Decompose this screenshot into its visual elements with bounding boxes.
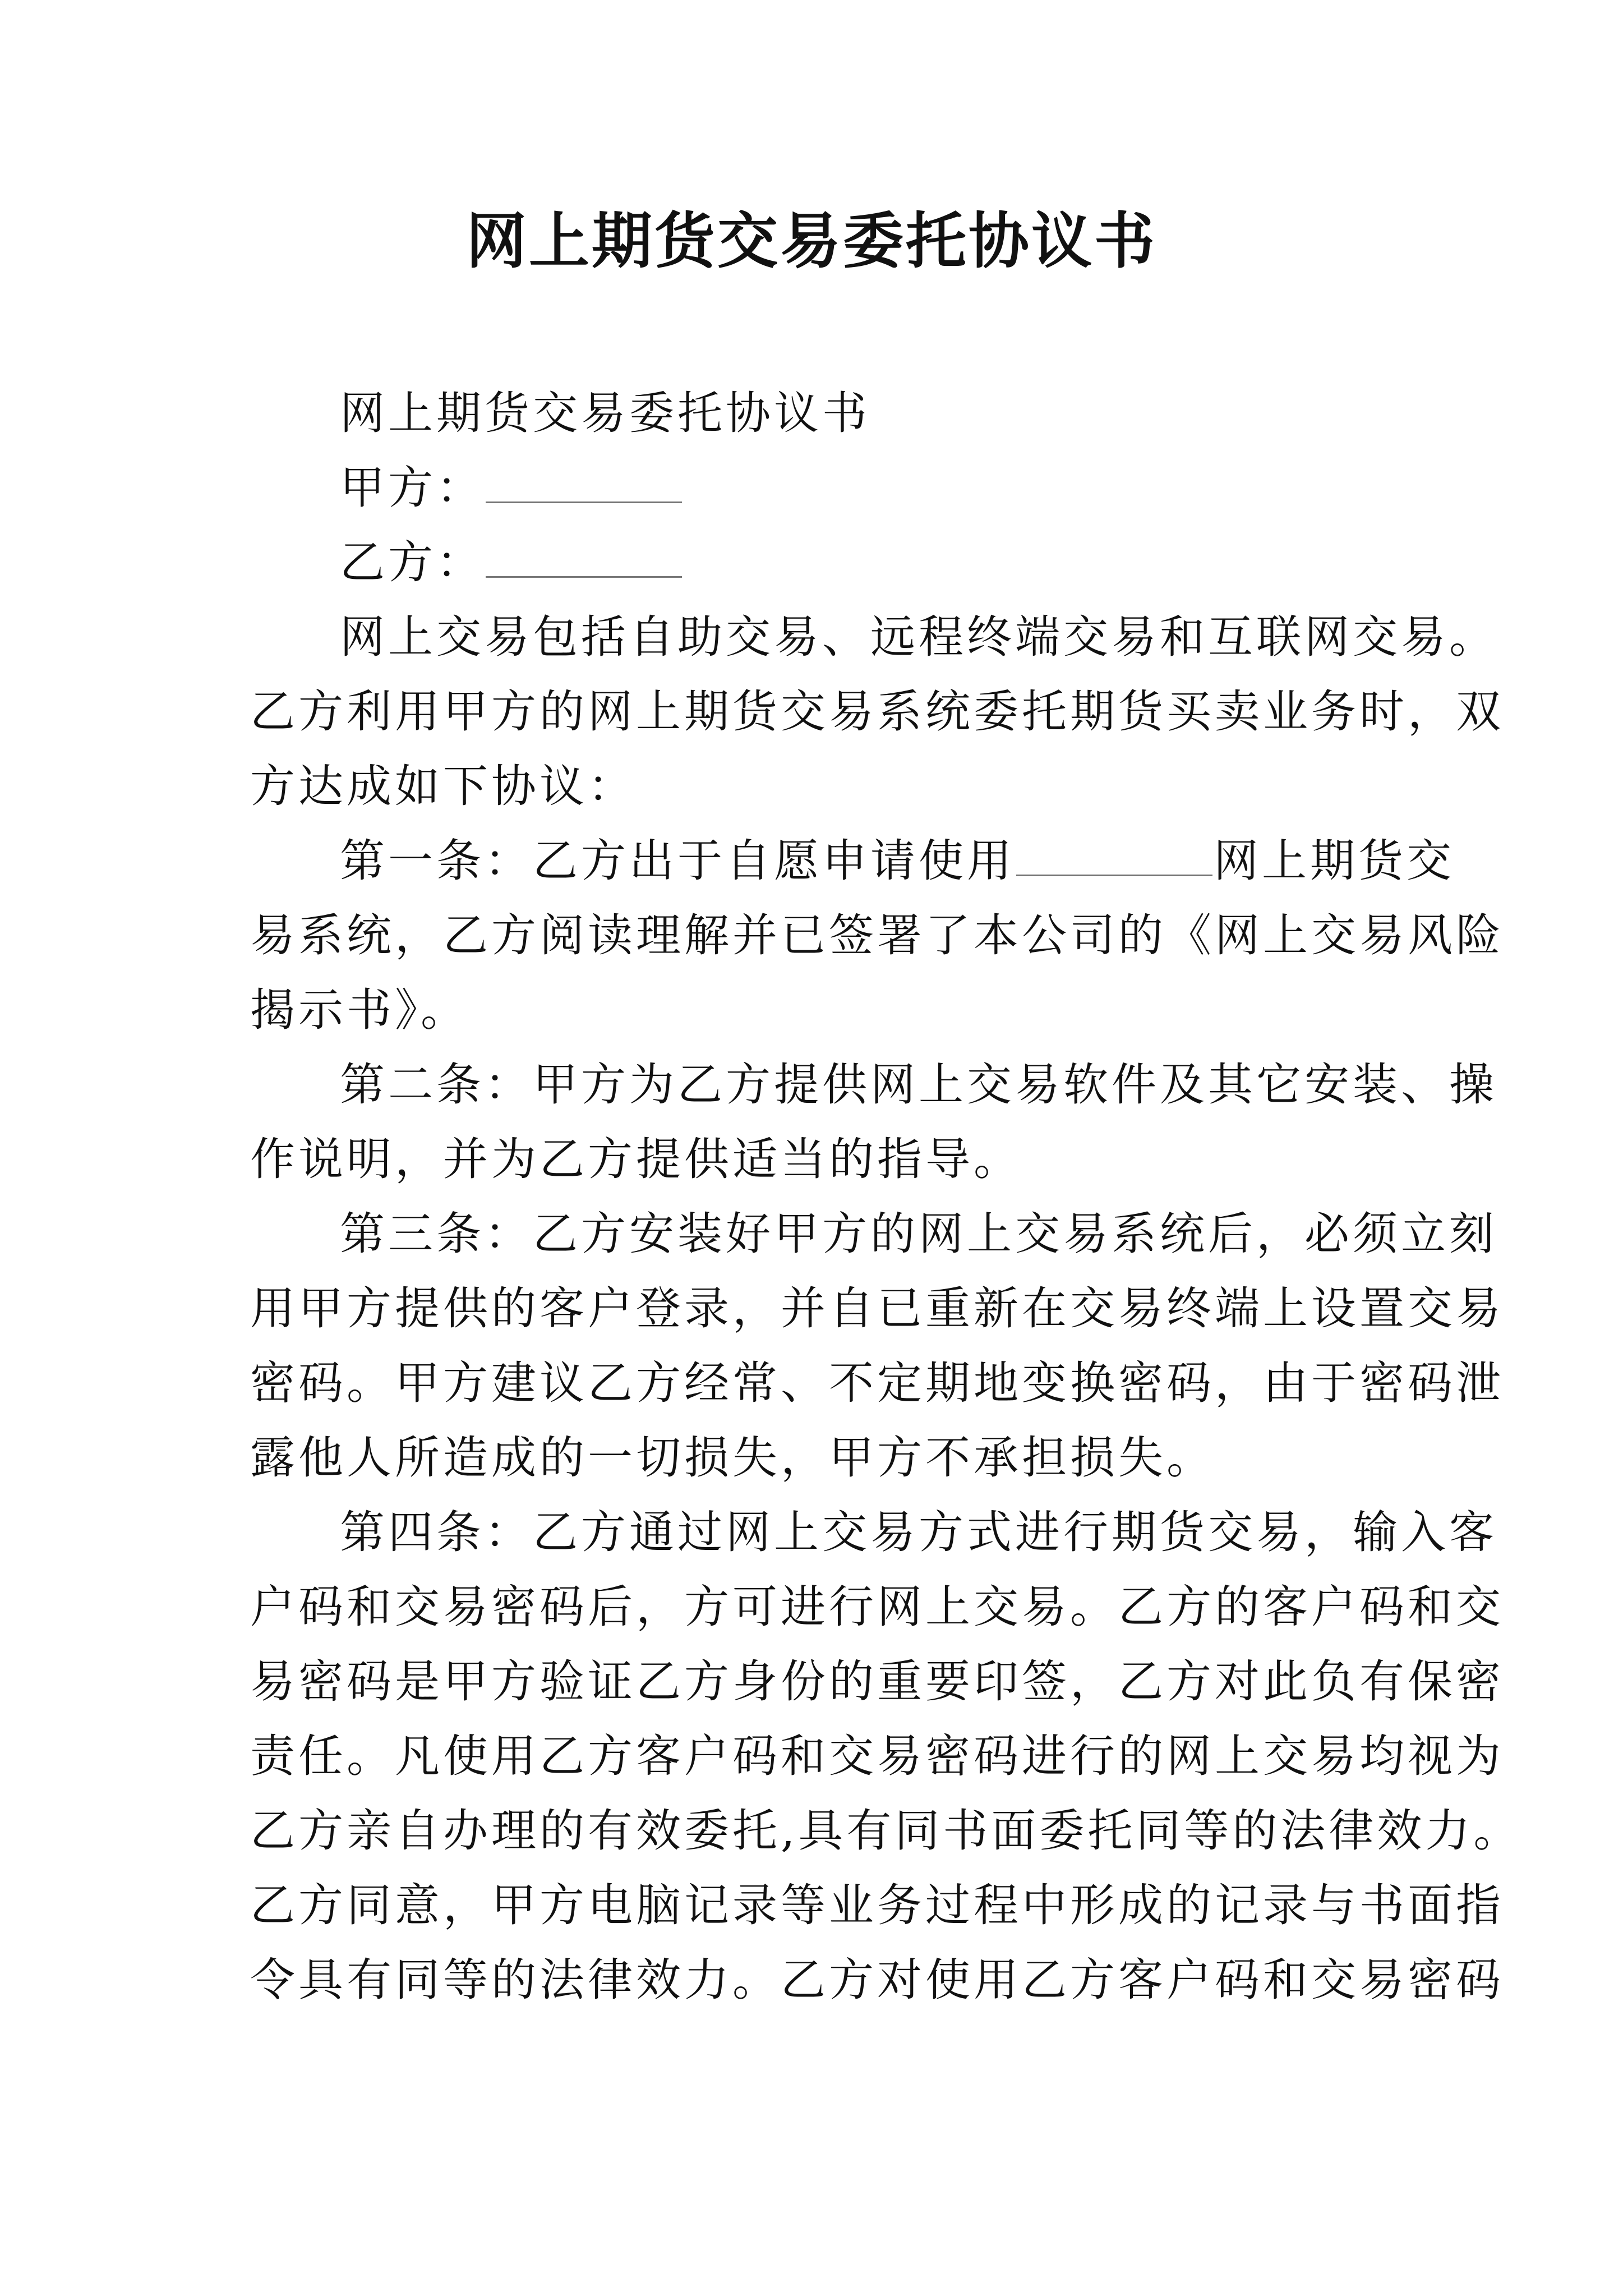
- line-3: [250, 525, 1389, 600]
- line-20: [250, 1793, 1522, 1868]
- line-14: [250, 1346, 1504, 1420]
- paragraph-text: 责任。凡使用乙方客户码和交易密码进行的网上交易均视为: [250, 1730, 1504, 1782]
- line-7: [250, 823, 1455, 898]
- paragraph-text: 乙方亲自办理的有效委托,具有同书面委托同等的法律效力。: [250, 1805, 1522, 1857]
- line-1: [250, 376, 1389, 450]
- line-6: [250, 749, 1389, 823]
- line-4: [250, 600, 1497, 674]
- line-9: [250, 973, 1389, 1047]
- paragraph-text: 乙方同意，甲方电脑记录等业务过程中形成的记录与书面指: [250, 1879, 1504, 1931]
- party-b-label: 乙方：: [340, 536, 485, 588]
- line-18: [250, 1644, 1504, 1719]
- document-body: [250, 376, 1522, 2017]
- line-2: [250, 450, 1389, 525]
- party-a-label: 甲方：: [340, 462, 485, 514]
- line-19: [250, 1719, 1504, 1793]
- article-1-text-after: 网上期货交: [1214, 835, 1455, 887]
- line-5: [250, 674, 1504, 749]
- paragraph-text: 易密码是甲方验证乙方身份的重要印签，乙方对此负有保密: [250, 1655, 1504, 1708]
- party-a-blank: [486, 462, 682, 503]
- line-16: [250, 1495, 1497, 1570]
- line-8: [250, 898, 1504, 973]
- article-3-text: 第三条：乙方安装好甲方的网上交易系统后，必须立刻: [340, 1208, 1497, 1260]
- system-name-blank: [1016, 835, 1212, 876]
- article-4-text: 第四条：乙方通过网上交易方式进行期货交易，输入客: [340, 1506, 1497, 1558]
- line-17: [250, 1570, 1504, 1644]
- line-10: [250, 1047, 1497, 1122]
- line-13: [250, 1271, 1504, 1346]
- paragraph-text: 易系统，乙方阅读理解并已签署了本公司的《网上交易风险: [250, 909, 1504, 961]
- paragraph-text: 密码。甲方建议乙方经常、不定期地变换密码，由于密码泄: [250, 1357, 1504, 1409]
- article-1-text: 第一条：乙方出于自愿申请使用: [340, 835, 1015, 887]
- paragraph-text: 作说明，并为乙方提供适当的指导。: [250, 1133, 1022, 1185]
- paragraph-text: 网上交易包括自助交易、远程终端交易和互联网交易。: [340, 611, 1497, 663]
- paragraph-text: 令具有同等的法律效力。乙方对使用乙方客户码和交易密码: [250, 1954, 1504, 2006]
- document-title: 网上期货交易委托协议书: [465, 206, 1157, 277]
- paragraph-text: 户码和交易密码后，方可进行网上交易。乙方的客户码和交: [250, 1581, 1504, 1633]
- paragraph-text: 揭示书》。: [250, 984, 469, 1036]
- paragraph-text: 露他人所造成的一切损失，甲方不承担损失。: [250, 1432, 1215, 1484]
- line-12: [250, 1197, 1497, 1271]
- line-15: [250, 1420, 1389, 1495]
- paragraph-text: 用甲方提供的客户登录，并自已重新在交易终端上设置交易: [250, 1282, 1504, 1335]
- line-11: [250, 1122, 1389, 1197]
- article-2-text: 第二条：甲方为乙方提供网上交易软件及其它安装、操: [340, 1059, 1497, 1111]
- line-21: [250, 1868, 1504, 1943]
- line-22: [250, 1943, 1504, 2017]
- paragraph-text: 乙方利用甲方的网上期货交易系统委托期货买卖业务时，双: [250, 685, 1504, 738]
- party-b-blank: [486, 537, 682, 578]
- paragraph-text: 网上期货交易委托协议书: [340, 387, 870, 439]
- paragraph-text: 方达成如下协议：: [250, 760, 636, 812]
